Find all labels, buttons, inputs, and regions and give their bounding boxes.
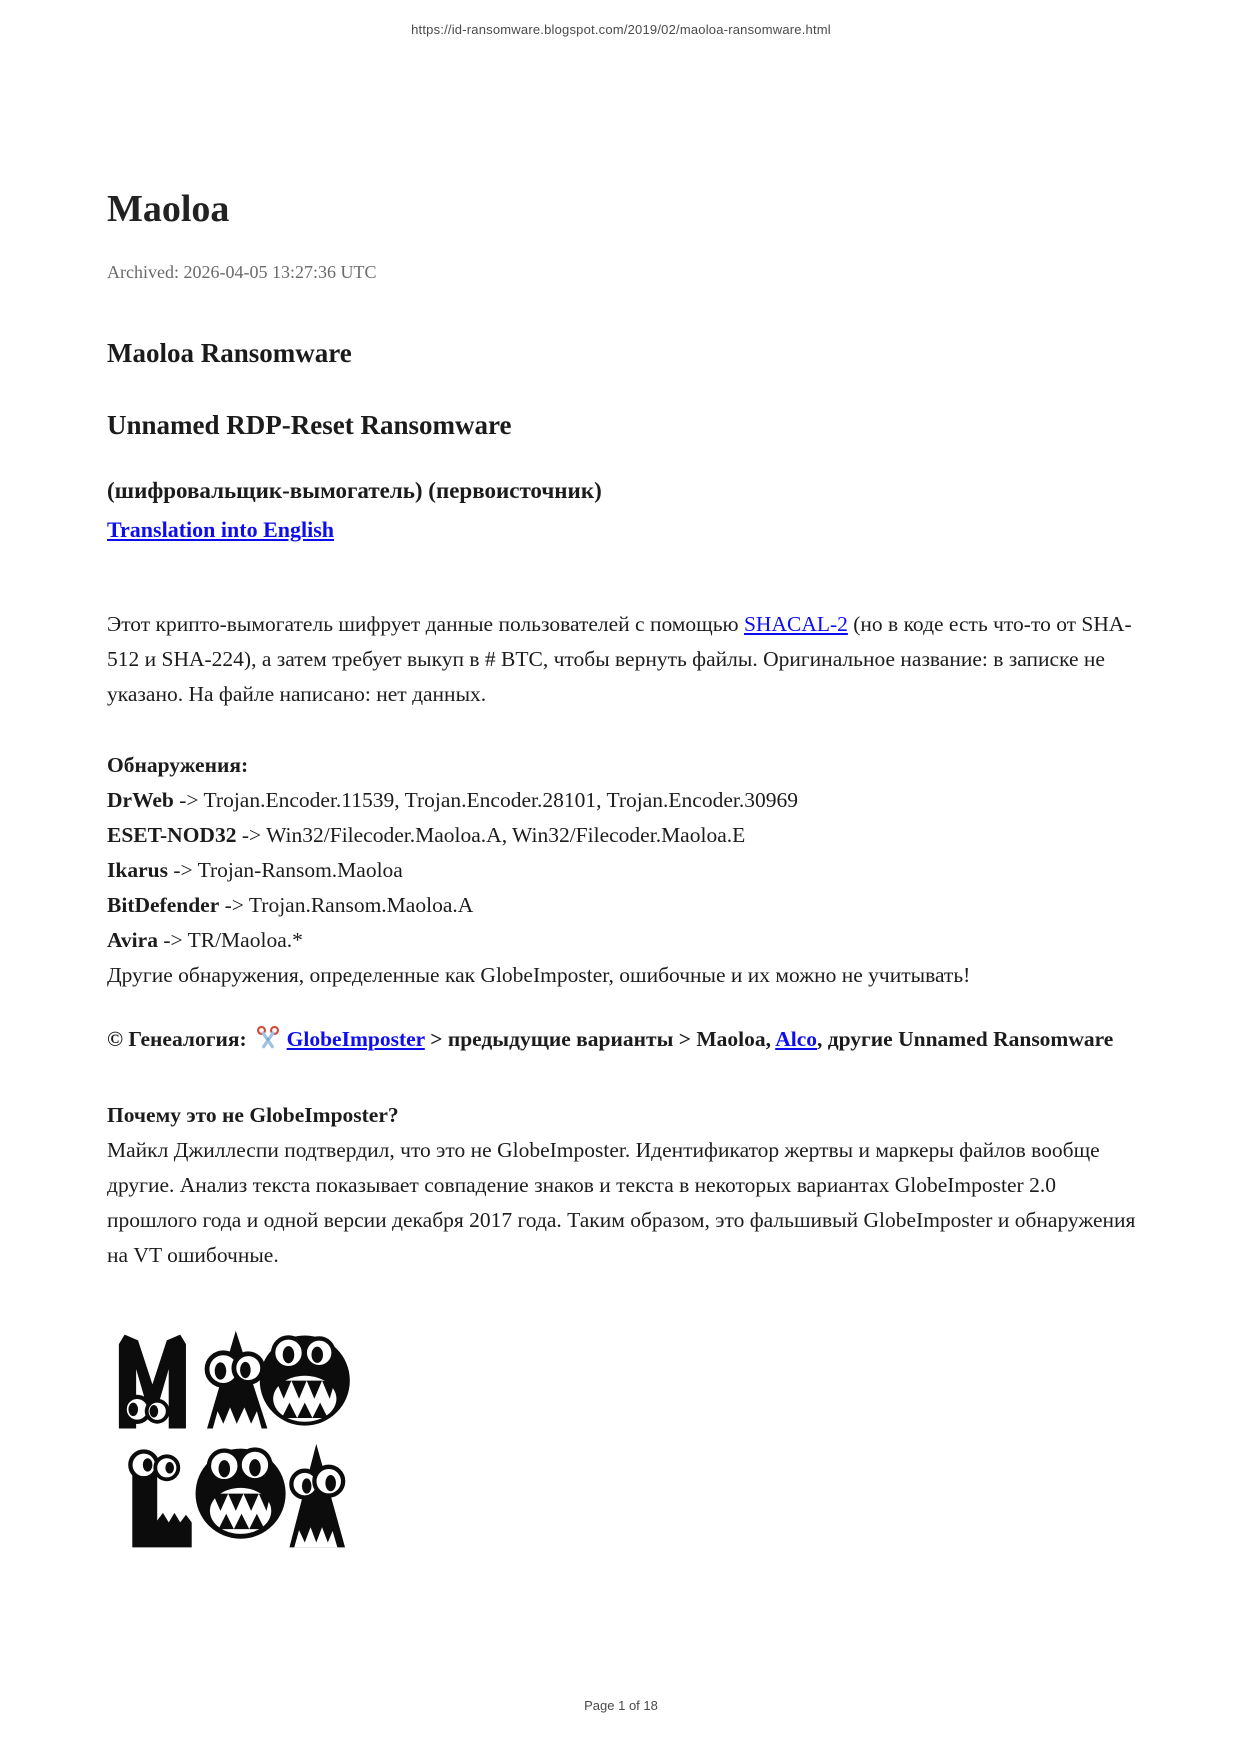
archived-timestamp: Archived: 2026-04-05 13:27:36 UTC	[107, 262, 377, 282]
translation-row	[107, 516, 1142, 542]
detection-row	[107, 923, 1142, 958]
page-number-footer: Page 1 of 18	[584, 1698, 658, 1713]
engine-name: ESET-NOD32	[107, 822, 237, 847]
why-heading: Почему это не GlobeImposter?	[107, 1102, 399, 1127]
arrow-separator: ->	[167, 857, 198, 882]
intro-text-after: (но в коде есть что-то от SHA-512 и SHA-224), а затем требует выкуп в # BTC, чтобы вернуть файлы. Оригинальное название: в записке не указано. На файле написано: нет данных.	[107, 611, 1132, 706]
page-title: Maoloa	[107, 188, 230, 230]
engine-name: Ikarus	[107, 857, 168, 882]
article-body	[107, 190, 1142, 1555]
detection-row	[107, 783, 1142, 818]
detection-row	[107, 853, 1142, 888]
print-url-header: https://id-ransomware.blogspot.com/2019/02/maoloa-ransomware.html	[411, 22, 831, 37]
subheading-russian: (шифровальщик-вымогатель) (первоисточник)	[107, 477, 602, 503]
scissors-icon	[255, 1024, 281, 1064]
maoloa-logo-image	[107, 1325, 355, 1555]
genealogy-prefix: © Генеалогия:	[107, 1026, 247, 1051]
detection-result: Trojan.Encoder.11539, Trojan.Encoder.28101, Trojan.Encoder.30969	[203, 787, 798, 812]
genealogy-suffix: , другие Unnamed Ransomware	[816, 1026, 1114, 1051]
detection-result: Trojan-Ransom.Maoloa	[197, 857, 403, 882]
arrow-separator: ->	[157, 927, 188, 952]
intro-text-before: Этот крипто-вымогатель шифрует данные пользователей с помощью	[107, 611, 744, 636]
genealogy-line	[107, 1019, 1142, 1064]
translation-into-english-link[interactable]: Translation into English	[107, 516, 334, 542]
detections-note: Другие обнаружения, определенные как GlobeImposter, ошибочные и их можно не учитывать!	[107, 962, 971, 987]
engine-name: BitDefender	[107, 892, 220, 917]
shacal-2-link[interactable]: SHACAL-2	[743, 611, 848, 636]
why-body-text: Майкл Джиллеспи подтвердил, что это не GlobeImposter. Идентификатор жертвы и маркеры файлов вообще другие. Анализ текста показывает совпадение знаков и текста в некоторых вариантах GlobeImposter 2.0 прошлого года и одной версии декабря 2017 года. Таким образом, это фальшивый GlobeImposter и обнаружения на VT ошибочные.	[107, 1137, 1136, 1267]
detection-row	[107, 888, 1142, 923]
detection-row	[107, 818, 1142, 853]
arrow-separator: ->	[173, 787, 204, 812]
globeimposter-link[interactable]: GlobeImposter	[286, 1026, 425, 1051]
arrow-separator: ->	[236, 822, 267, 847]
arrow-separator: ->	[219, 892, 249, 917]
detection-result: Trojan.Ransom.Maoloa.A	[248, 892, 474, 917]
alco-link[interactable]: Alco	[775, 1026, 817, 1051]
why-not-globeimposter-section	[107, 1098, 1142, 1273]
intro-paragraph	[107, 607, 1142, 712]
detections-section	[107, 748, 1142, 993]
heading-unnamed-rdp-reset: Unnamed RDP-Reset Ransomware	[107, 409, 512, 440]
genealogy-middle: > предыдущие варианты > Maoloa,	[424, 1026, 776, 1051]
detection-result: Win32/Filecoder.Maoloa.A, Win32/Filecoder.Maoloa.E	[266, 822, 746, 847]
engine-name: DrWeb	[107, 787, 174, 812]
detections-heading: Обнаружения:	[107, 752, 249, 777]
engine-name: Avira	[107, 927, 158, 952]
detection-result: TR/Maoloa.*	[187, 927, 303, 952]
heading-maoloa-ransomware: Maoloa Ransomware	[107, 337, 352, 368]
